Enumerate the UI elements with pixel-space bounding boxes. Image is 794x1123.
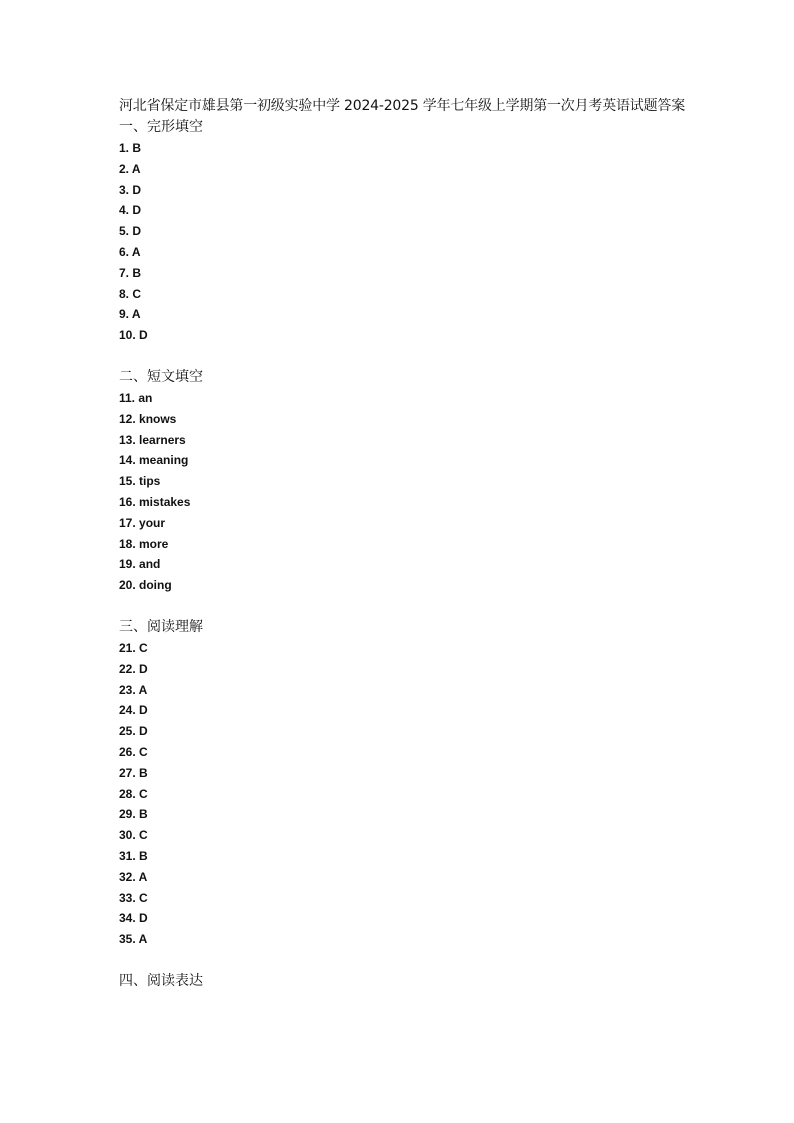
answer-item: 7. B (119, 265, 142, 280)
answer-item: 22. D (119, 661, 148, 676)
section-heading-reading-expression: 四、阅读表达 (119, 972, 203, 989)
answer-item: 18. more (119, 536, 169, 551)
answer-item: 19. and (119, 557, 161, 572)
answer-item: 26. C (119, 744, 148, 759)
answer-item: 14. meaning (119, 453, 189, 468)
answer-item: 20. doing (119, 578, 172, 593)
answer-item: 1. B (119, 141, 142, 155)
answer-item: 4. D (119, 203, 142, 218)
answer-item: 16. mistakes (119, 494, 191, 509)
answer-item: 21. C (119, 640, 148, 655)
answer-item: 3. D (119, 182, 142, 197)
section-heading-reading: 三、阅读理解 (119, 618, 203, 635)
answer-item: 10. D (119, 328, 148, 343)
answer-item: 35. A (119, 932, 148, 947)
document-title: 河北省保定市雄县第一初级实验中学 2024-2025 学年七年级上学期第一次月考英语试题答案 (119, 98, 686, 114)
answer-list-reading (119, 638, 689, 950)
answer-item: 34. D (119, 911, 148, 926)
answer-item: 25. D (119, 724, 148, 739)
section-reading-expression (119, 971, 689, 991)
answer-list-passage-fill (119, 388, 689, 596)
answer-item: 32. A (119, 869, 148, 884)
answer-item: 31. B (119, 848, 148, 863)
answer-item: 15. tips (119, 474, 161, 489)
answer-item: 11. an (119, 390, 153, 405)
section-reading (119, 617, 689, 950)
section-heading-passage-fill: 二、短文填空 (119, 368, 203, 385)
answer-item: 23. A (119, 682, 148, 697)
answer-list-cloze (119, 138, 689, 346)
answer-item: 13. learners (119, 432, 186, 447)
section-cloze (119, 117, 689, 346)
answer-item: 30. C (119, 828, 148, 843)
section-passage-fill (119, 367, 689, 596)
answer-item: 2. A (119, 161, 141, 176)
answer-item: 12. knows (119, 411, 177, 426)
answer-document (119, 96, 689, 1012)
answer-item: 33. C (119, 890, 148, 905)
answer-item: 8. C (119, 286, 142, 301)
answer-item: 6. A (119, 244, 141, 259)
answer-item: 17. your (119, 515, 166, 530)
section-heading-cloze: 一、完形填空 (119, 119, 203, 135)
answer-item: 29. B (119, 807, 148, 822)
answer-item: 24. D (119, 703, 148, 718)
answer-item: 5. D (119, 224, 142, 239)
answer-item: 27. B (119, 765, 148, 780)
answer-item: 9. A (119, 307, 141, 322)
answer-item: 28. C (119, 786, 148, 801)
